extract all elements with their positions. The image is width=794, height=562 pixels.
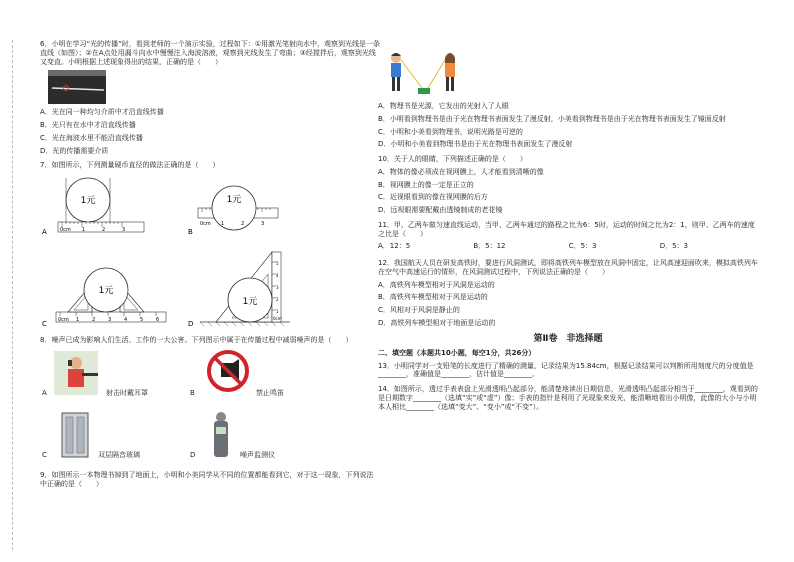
section-subtitle: 二、填空题（本题共10小题，每空1分，共26分） — [378, 348, 536, 357]
q7-fig-d — [188, 252, 290, 328]
q7-tick-b-2: 2 — [241, 221, 245, 227]
question-14: 14．如图所示，透过手表表盘上光滑透明凸起部分，能清楚地读出日期信息，光滑透明凸起部分相当于________，观看到的是日期数字________（选填“实”或“虚”）像；手表的指针是利用了光现象来发光，能清晰地看出小明像，此像的大小与小明本人相比________（选填“变大”、“变小”或“不变”）。 — [378, 385, 758, 411]
q7-tick-b-1: 1 — [221, 221, 225, 227]
q6-option-c: C．光在海波水里不能沿直线传播 — [40, 133, 143, 142]
q12-option-a: A．高铁列车模型相对于风洞是运动的 — [378, 280, 495, 289]
q7-tick-c-2: 2 — [92, 317, 96, 323]
q7-coin-c: 1元 — [98, 286, 114, 296]
q7-coin-b: 1元 — [226, 195, 242, 205]
q7-tick-a-0: 0cm — [60, 227, 71, 233]
q8-label-b: 禁止鸣笛 — [256, 388, 284, 397]
binding-line — [12, 40, 13, 550]
question-12: 12．我国航天人员在研发高铁时，要进行风洞测试，即将高铁列车模型放在风洞中固定，让风高速迎面吹来，模拟高铁列车在空气中高速运行的情形，在风洞测试过程中，下列说法正确的是（ ） — [378, 259, 758, 276]
q7-tick-a-3: 3 — [122, 227, 126, 233]
q7-letter-b: B — [188, 228, 193, 236]
q7-fig-a — [42, 178, 144, 236]
question-8: 8．噪声已成为影响人们生活、工作的一大公害。下列图示中属于在传播过程中减弱噪声的是（ ） — [40, 336, 353, 344]
q8-letter-a: A — [42, 388, 47, 397]
no-horn-sign-icon — [206, 349, 250, 393]
q7-tick-c-5: 5 — [140, 317, 144, 323]
q7-tick-d-3: 2 — [276, 297, 279, 302]
q7-figures-top — [40, 174, 340, 236]
question-7: 7．如图所示，下列测量硬币直径的做法正确的是（ ） — [40, 161, 220, 170]
right-column — [378, 40, 758, 415]
q8-label-a: 射击时戴耳罩 — [106, 388, 148, 397]
q7-tick-b-0: 0cm — [200, 221, 211, 227]
noise-meter-image — [210, 411, 232, 459]
question-13: 13．小明同学对一支铅笔的长度进行了精确的测量，记录结果为15.84cm，根据记录结果可以判断所用刻度尺的分度值是________，准确值是________，估计值是________。 — [378, 361, 754, 379]
q7-fig-b — [188, 186, 278, 236]
q11-option-a: A．12：5 — [378, 242, 411, 251]
q8-label-c: 双层隔音玻璃 — [98, 450, 140, 459]
q12-option-c: C．风相对于风洞是静止的 — [378, 306, 460, 314]
q6-option-a: A．光在同一种均匀介质中才沿直线传播 — [40, 108, 164, 117]
q7-letter-d: D — [188, 320, 194, 328]
q7-tick-d-4: 1 — [276, 309, 279, 314]
q11-option-b: B．5：12 — [473, 242, 506, 251]
q7-tick-a-2: 2 — [102, 227, 106, 233]
q7-tick-c-3: 3 — [108, 317, 112, 323]
q11-options — [378, 242, 688, 251]
q7-fig-c — [42, 268, 166, 328]
q7-coin-d: 1元 — [242, 297, 258, 307]
q9-option-c: C．小明和小美看到物理书，说明光路是可逆的 — [378, 127, 523, 136]
q7-tick-a-1: 1 — [82, 227, 86, 233]
q11-option-d: D．5：3 — [659, 242, 688, 251]
double-glazing-image — [60, 411, 90, 459]
q10-option-c: C．近视眼看到的像在视网膜的后方 — [378, 193, 488, 202]
section-title: 第Ⅱ卷 非选择题 — [533, 333, 603, 344]
q10-option-b: B．视网膜上的像一定是正立的 — [378, 180, 474, 189]
q7-tick-d-1: 4 — [276, 273, 279, 278]
q7-letter-a: A — [42, 228, 47, 236]
q8-letter-c: C — [42, 450, 47, 459]
q12-option-d: D．高铁列车模型相对于地面是运动的 — [378, 318, 496, 327]
question-11: 11．甲、乙两车做匀速直线运动，当甲、乙两车通过的路程之比为6：5时，运动的时间之比为2：1，则甲、乙两车的速度之比是（ ） — [378, 220, 755, 238]
q7-tick-d-5: 0cm — [273, 316, 282, 321]
q6-option-b: B．光只有在水中才沿直线传播 — [40, 121, 136, 129]
question-6: 6．小明在学习“光的传播”时，看到老师的一个演示实验，过程如下：①用激光笔射向水中，观察到光线是一条直线（如图）；②在A点处用漏斗向水中慢慢注入海波溶液，观察到光线发生了弯曲；③经搅拌后，观察到光线又变直。小明根据上述现象得出的结果，正确的是（ ） — [40, 40, 380, 66]
question-9: 9．如图所示一本物理书掉到了地面上，小明和小美同学从不同的位置都能看到它，对于这一现象，下列说法中正确的是（ ） — [40, 470, 374, 488]
q7-tick-b-3: 3 — [261, 221, 265, 227]
q7-tick-c-4: 4 — [124, 317, 128, 323]
q12-option-b: B．高铁列车模型相对于风是运动的 — [378, 293, 488, 302]
earmuff-shooter-image — [54, 351, 98, 395]
left-column — [40, 40, 380, 492]
q10-option-a: A．物体的像必须成在视网膜上，人才能看到清晰的像 — [378, 167, 544, 176]
q9-option-b: B．小明看到物理书是由于光在物理书表面发生了漫反射，小美看到物理书是由于光在物理书表面发生了镜面反射 — [378, 114, 726, 123]
q8-row-1 — [40, 349, 380, 405]
q9-option-a: A．物理书是光源，它发出的光射入了人眼 — [378, 102, 509, 110]
q8-letter-d: D — [190, 450, 196, 459]
q7-tick-d-0: 5 — [276, 261, 279, 266]
q7-tick-c-6: 6 — [156, 317, 160, 323]
q7-tick-d-2: 3 — [276, 285, 279, 290]
question-10: 10．关于人的眼睛，下列描述正确的是（ ） — [378, 155, 527, 163]
q7-tick-c-1: 1 — [76, 317, 80, 323]
q8-row-2 — [40, 411, 380, 467]
q8-letter-b: B — [190, 388, 195, 397]
q7-figures-bottom — [40, 248, 340, 328]
q7-tick-c-0: 0cm — [58, 317, 69, 323]
two-students-book-image — [384, 48, 464, 98]
q9-option-d: D．小明和小美看到物理书是由于光在物理书表面发生了漫反射 — [378, 140, 573, 149]
q6-option-d: D．光的传播需要介质 — [40, 146, 109, 155]
laser-water-photo — [48, 70, 106, 104]
q10-option-d: D．远视眼需要配戴由透镜制成的老花镜 — [378, 206, 503, 214]
q7-letter-c: C — [42, 320, 47, 328]
q8-label-d: 噪声监测仪 — [240, 450, 275, 459]
q7-coin-a: 1元 — [80, 196, 96, 206]
q11-option-c: C．5：3 — [568, 242, 597, 251]
